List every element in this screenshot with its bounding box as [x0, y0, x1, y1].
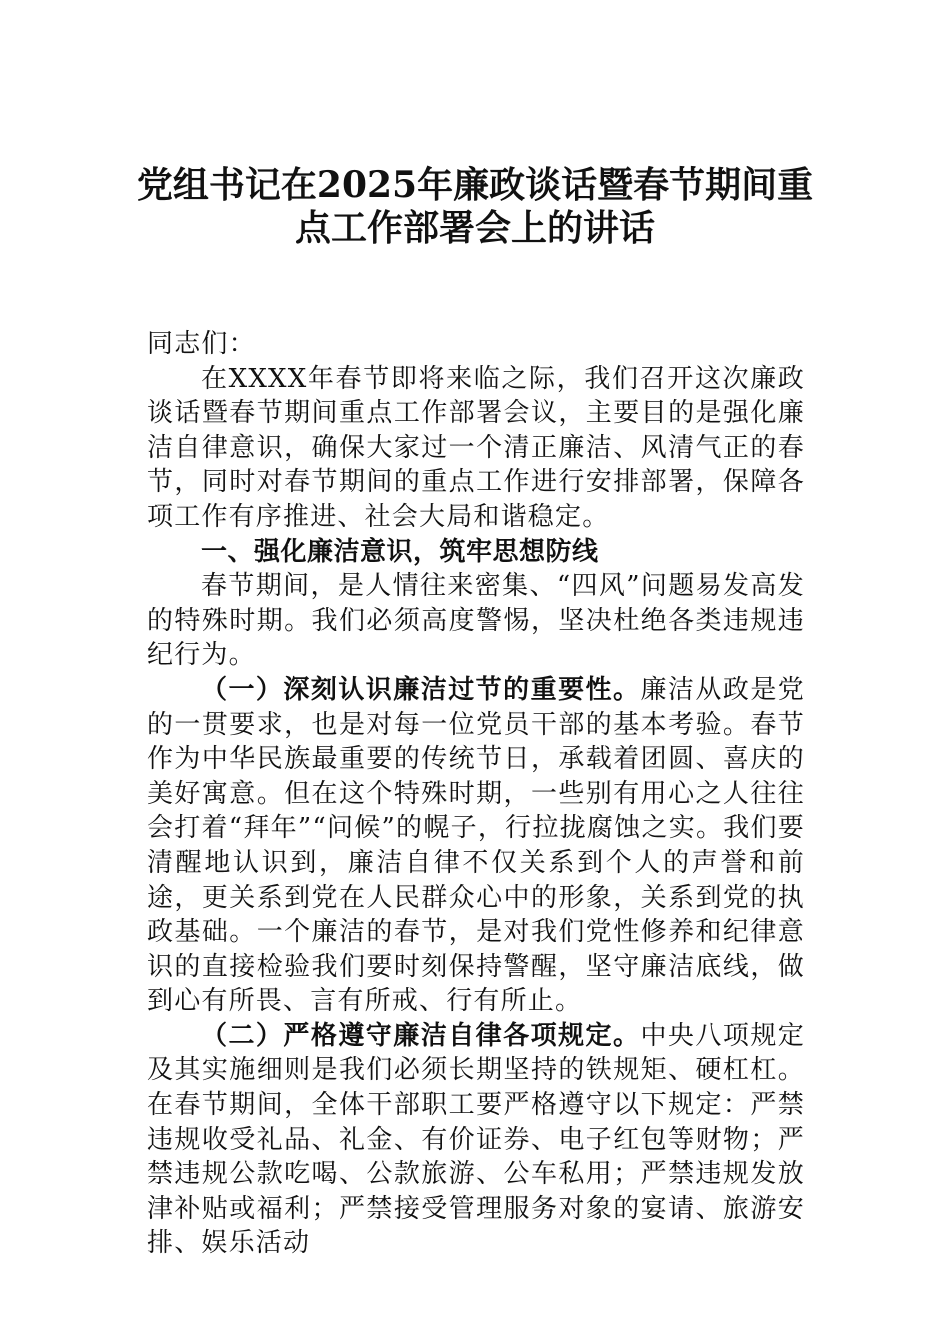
section-1-intro-paragraph: 春节期间，是人情往来密集、“四风”问题易发高发的特殊时期。我们必须高度警惕，坚决杜绝各类违规违纪行为。	[147, 571, 805, 671]
section-1-heading: 一、强化廉洁意识，筑牢思想防线	[201, 536, 599, 567]
subsection-2-text: 中央八项规定及其实施细则是我们必须长期坚持的铁规矩、硬杠杠。在春节期间，全体干部职工要严格遵守以下规定：严禁违规收受礼品、礼金、有价证券、电子红包等财物；严禁违规公款吃喝、公款旅游、公车私用；严禁违规发放津补贴或福利；严禁接受管理服务对象的宴请、旅游安排、娱乐活动	[147, 1020, 806, 1259]
subsection-1-paragraph	[147, 673, 805, 1019]
document-title-line-1: 党组书记在2025年廉政谈话暨春节期间重	[136, 164, 814, 206]
subsection-1-text: 廉洁从政是党的一贯要求，也是对每一位党员干部的基本考验。春节作为中华民族最重要的传统节日，承载着团圆、喜庆的美好寓意。但在这个特殊时期，一些别有用心之人往往会打着“拜年”“问候”的幌子，行拉拢腐蚀之实。我们要清醒地认识到，廉洁自律不仅关系到个人的声誉和前途，更关系到党在人民群众心中的形象，关系到党的执政基础。一个廉洁的春节，是对我们党性修养和纪律意识的直接检验我们要时刻保持警醒，坚守廉洁底线，做到心有所畏、言有所戒、行有所止。	[147, 674, 806, 1017]
document-body	[147, 327, 805, 1261]
intro-paragraph: 在XXXX年春节即将来临之际，我们召开这次廉政谈话暨春节期间重点工作部署会议，主要目的是强化廉洁自律意识，确保大家过一个清正廉洁、风清气正的春节，同时对春节期间的重点工作进行安排部署，保障各项工作有序推进、社会大局和谐稳定。	[147, 363, 805, 532]
document-title-line-2: 点工作部署会上的讲话	[294, 207, 655, 249]
subsection-2-lead: （二）严格遵守廉洁自律各项规定。	[201, 1020, 641, 1051]
salutation: 同志们：	[147, 329, 256, 359]
subsection-1-lead: （一）深刻认识廉洁过节的重要性。	[201, 674, 641, 705]
subsection-2-paragraph	[147, 1019, 805, 1261]
